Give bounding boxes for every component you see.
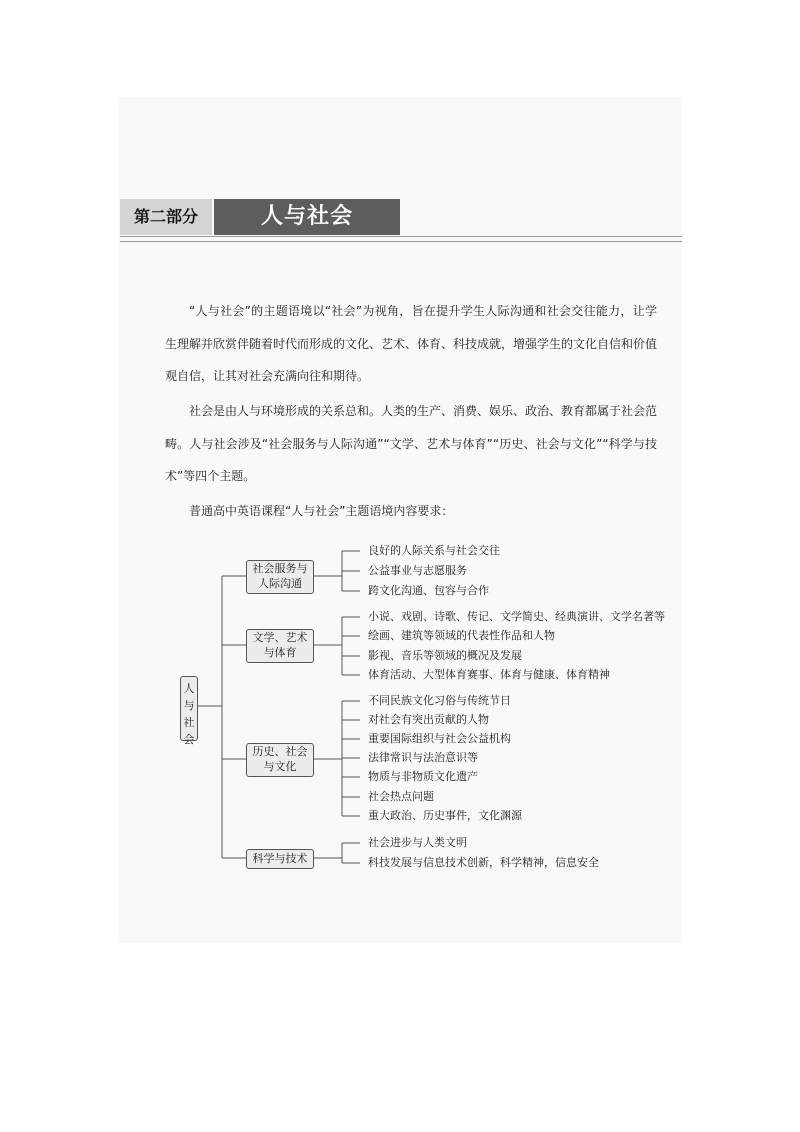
list-item: 体育活动、大型体育赛事、体育与健康、体育精神 <box>368 668 610 681</box>
list-item: 影视、音乐等领域的概况及发展 <box>368 649 522 662</box>
category-label-line1: 文学、艺术 <box>252 631 308 644</box>
category-node-science-technology <box>246 849 314 869</box>
part-label: 第二部分 <box>120 199 212 235</box>
category-node-history-society-culture <box>246 743 314 777</box>
category-label-line1: 科学与技术 <box>252 852 308 865</box>
list-item: 重要国际组织与社会公益机构 <box>368 732 511 745</box>
list-item: 小说、戏剧、诗歌、传记、文学简史、经典演讲、文学名著等 <box>368 610 665 623</box>
requirements-heading: 普通高中英语课程“人与社会”主题语境内容要求： <box>189 504 454 518</box>
category-label-line1: 社会服务与 <box>252 562 308 575</box>
root-node <box>180 676 198 746</box>
list-item: 社会热点问题 <box>368 790 434 803</box>
category-label-line2: 与文化 <box>263 760 297 773</box>
root-node-label: 人与社会 <box>183 682 195 746</box>
list-item: 不同民族文化习俗与传统节日 <box>368 694 511 707</box>
list-item: 公益事业与志愿服务 <box>368 564 467 577</box>
category-label-line2: 人际沟通 <box>258 577 302 590</box>
list-item: 对社会有突出贡献的人物 <box>368 713 489 726</box>
list-item: 法律常识与法治意识等 <box>368 751 478 764</box>
list-item: 重大政治、历史事件，文化渊源 <box>368 809 522 822</box>
section-title: 人与社会 <box>214 199 400 235</box>
list-item: 社会进步与人类文明 <box>368 836 467 849</box>
category-label-line2: 与体育 <box>263 646 297 659</box>
list-item: 物质与非物质文化遗产 <box>368 770 478 783</box>
list-item: 良好的人际关系与社会交往 <box>368 544 500 557</box>
category-label-line1: 历史、社会 <box>252 745 308 758</box>
list-item: 跨文化沟通、包容与合作 <box>368 584 489 597</box>
intro-paragraph: “人与社会”的主题语境以“社会”为视角，旨在提升学生人际沟通和社会交往能力，让学生理解并欣赏伴随着时代而形成的文化、艺术、体育、科技成就，增强学生的文化自信和价值观自信，让其对社会充满向往和期待。 <box>165 304 658 383</box>
list-item: 绘画、建筑等领域的代表性作品和人物 <box>368 629 555 642</box>
list-item: 科技发展与信息技术创新，科学精神，信息安全 <box>368 856 599 869</box>
scope-paragraph: 社会是由人与环境形成的关系总和。人类的生产、消费、娱乐、政治、教育都属于社会范畴。人与社会涉及“社会服务与人际沟通”“文学、艺术与体育”“历史、社会与文化”“科学与技术”等四个主题。 <box>165 404 658 483</box>
category-node-literature-art-sports <box>246 629 314 663</box>
category-node-social-service <box>246 560 314 594</box>
